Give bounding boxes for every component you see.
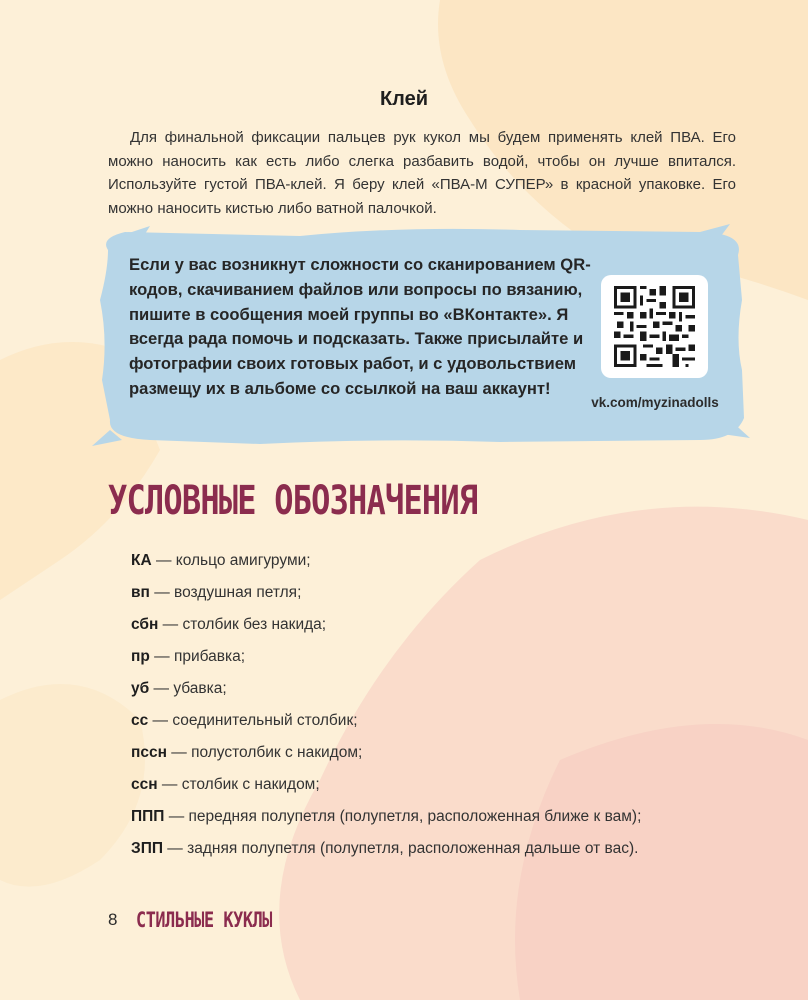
legend-item [131, 836, 751, 868]
legend-desc: — кольцо амигуруми; [151, 552, 311, 569]
legend-item [131, 740, 751, 772]
legend-abbr: пссн [131, 744, 167, 761]
legend-item [131, 644, 751, 676]
legend-desc: — задняя полупетля (полупетля, расположенная дальше от вас). [163, 840, 639, 857]
legend-title: УСЛОВНЫЕ ОБОЗНАЧЕНИЯ [108, 478, 478, 524]
legend-desc: — столбик без накида; [158, 616, 327, 633]
qr-code-card[interactable] [601, 275, 708, 378]
legend-abbr: ППП [131, 808, 165, 825]
legend-abbr: ЗПП [131, 840, 163, 857]
legend-list [131, 548, 751, 868]
legend-desc: — соединительный столбик; [148, 712, 358, 729]
legend-item [131, 708, 751, 740]
legend-item [131, 772, 751, 804]
legend-desc: — прибавка; [149, 648, 246, 665]
legend-desc: — убавка; [149, 680, 227, 697]
legend-abbr: сбн [131, 616, 159, 633]
legend-item [131, 548, 751, 580]
legend-item [131, 580, 751, 612]
legend-abbr: КА [131, 552, 152, 569]
legend-desc: — передняя полупетля (полупетля, расположенная ближе к вам); [164, 808, 642, 825]
vk-group-link[interactable]: vk.com/myzinadolls [591, 395, 719, 410]
page-number: 8 [108, 910, 118, 929]
legend-desc: — полустолбик с накидом; [166, 744, 363, 761]
glue-paragraph: Для финальной фиксации пальцев рук кукол мы будем применять клей ПВА. Его можно наносить как есть либо слегка разбавить водой, чтобы он лучше впитался. Используйте густой ПВА-клей. Я беру клей «ПВА-М СУПЕР» в красной упаковке. Его можно наносить кистью либо ватной палочкой. [108, 129, 736, 217]
callout-text: Если у вас возникнут сложности со сканированием QR-кодов, скачиванием файлов или вопросы по вязанию, пишите в сообщения моей группы во «ВКонтакте». Я всегда рада помочь и подсказать. Также присылайте и фотографии своих готовых работ, и с удовольствием размещу их в альбоме со ссылкой на ваш аккаунт! [129, 255, 591, 398]
legend-abbr: ссн [131, 776, 158, 793]
book-title: СТИЛЬНЫЕ КУКЛЫ [136, 908, 273, 932]
legend-abbr: вп [131, 584, 150, 601]
glue-section-title: Клей [379, 88, 429, 110]
legend-item [131, 676, 751, 708]
legend-abbr: уб [131, 680, 150, 697]
legend-item [131, 804, 751, 836]
legend-item [131, 612, 751, 644]
legend-desc: — воздушная петля; [149, 584, 302, 601]
qr-code-icon [614, 286, 695, 367]
legend-abbr: сс [131, 712, 149, 729]
legend-abbr: пр [131, 648, 150, 665]
legend-desc: — столбик с накидом; [157, 776, 320, 793]
